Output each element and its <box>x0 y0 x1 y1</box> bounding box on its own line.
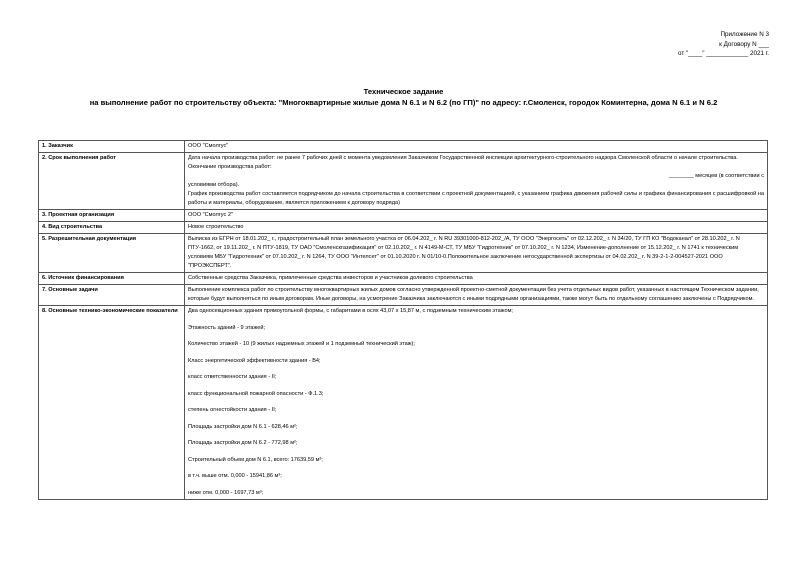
value-text: Класс энергетической эффективности здания - В4; <box>188 357 321 364</box>
row-label: 3. Проектная организация <box>39 210 185 222</box>
table-row <box>39 210 768 222</box>
value-text: класс функциональной пожарной опасности - Ф.1.3; <box>188 390 324 397</box>
value-text: Площадь застройки дом N 6.1 - 628,46 м²; <box>188 423 298 430</box>
row-label: 2. Срок выполнения работ <box>39 153 185 210</box>
row-label: 1. Заказчик <box>39 141 185 153</box>
value-text: Окончание производства работ: <box>188 164 272 170</box>
value-text: ниже отм. 0,000 - 1697,73 м³; <box>188 489 264 496</box>
value-text: ООО "Смолгус 2" <box>188 212 233 218</box>
row-value <box>185 234 768 273</box>
value-text: в т.ч. выше отм. 0,000 - 15941,86 м³; <box>188 473 282 479</box>
row-value <box>185 306 768 500</box>
row-value <box>185 153 768 210</box>
value-text: Выполнение комплекса работ по строительству многоквартирных жилых домов согласно утвержденной проектно-сметной документации без учета отдельных видов работ, указанных в настоящем Техническом задании, которые будут выполняться по иным договорам. Иные договоры, на усмотрение Заказчика заключаются с иными подрядными организациями, также могут быть по отдельному соглашению заключены с Подрядчиком. <box>188 287 759 302</box>
appendix-header <box>678 30 769 59</box>
title-line-1: Техническое задание <box>363 87 444 96</box>
row-label: 6. Источник финансирования <box>39 273 185 285</box>
value-text: Два односекционных здания прямоугольной формы, с габаритами в осях 43,07 х 15,87 м, с подземным техническим этажом; <box>188 308 513 314</box>
row-value <box>185 222 768 234</box>
value-text: Количество этажей - 10 (9 жилых надземных этажей и 1 подземный технический этаж); <box>188 341 415 347</box>
value-text: Собственные средства Заказчика, привлеченные средства инвесторов и участников долевого строительства <box>188 275 473 281</box>
contract-date: от "____" ____________ 2021 г. <box>677 50 769 58</box>
table-row <box>39 222 768 234</box>
row-value <box>185 210 768 222</box>
table-row <box>39 273 768 285</box>
table-row <box>39 234 768 273</box>
value-text: График производства работ составляется подрядчиком до начала строительства в соответствии с проектной документацией, с указанием графика движения рабочей силы и графика финансирования с расшифровкой на работы и материалы, оборудование, является приложением к договору подряда) <box>188 191 764 206</box>
spec-table <box>38 140 768 500</box>
row-value <box>185 273 768 285</box>
table-row <box>39 141 768 153</box>
row-label: 8. Основные технико-экономические показатели <box>39 306 185 500</box>
value-text: степень огнестойкости здания - II; <box>188 407 277 413</box>
appendix-number: Приложение N 3 <box>720 31 769 38</box>
value-text: Этажность зданий - 9 этажей; <box>188 324 266 331</box>
value-text: Площадь застройки дом N 6.2 - 772,98 м²; <box>188 440 298 446</box>
row-value <box>185 285 768 306</box>
contract-reference: к Договору N ___ <box>719 40 769 48</box>
row-label: 7. Основные задачи <box>39 285 185 306</box>
value-text: ООО "Смолгус" <box>188 143 229 149</box>
document-title <box>0 87 807 108</box>
row-label: 4. Вид строительства <box>39 222 185 234</box>
row-label: 5. Разрешительная документация <box>39 234 185 273</box>
value-text: Дата начала производства работ: не ранее 7 рабочих дней с момента уведомления Заказчиком Государственной инспекции архитектурного-строительного надзора Смоленской области о начале строительства. <box>188 155 738 161</box>
table-row <box>39 306 768 500</box>
value-text: класс ответственности здания - II; <box>188 374 277 380</box>
value-text: Выписка из ЕГРН от 18.01.202_ г., градостроительный план земельного участка от 06.04.202_ г. N RU 39301000-812-202_/А, ТУ ООО "Энергосеть" от 02.12.202_ г. N 34/20, ТУ ГП КО "Водоканал" от 28.10.202_ г. N ПТУ-1662, от 19.11.202_ г. N ПТУ-1819, ТУ ОАО "Смоленскгазификация" от 02.10.202_ г. N 4149-М-СТ, ТУ МБУ "Гидротехник" от 07.10.202_ г. N 1234, Изменение-дополнение от 15.12.202_ г. N 1741 к техническим условиям МБУ "Гидротехник" от 07.10.202_ г. N 1264, ТУ ООО "Интелсет" от 01.10.2020 г. N 01/10-0.Положительное заключение негосударственной экспертизы от 04.02.202_ г. N 39-2-1-2-004527-2021 ООО "ПРОЭКСПЕРТ". <box>188 236 740 269</box>
value-text: Строительный объем дом N 6.1, всего: 17639,59 м³; <box>188 456 323 463</box>
row-value <box>185 141 768 153</box>
table-row <box>39 285 768 306</box>
value-text: условиями отбора). <box>188 182 240 188</box>
value-text: Новое строительство <box>188 224 244 230</box>
table-row <box>39 153 768 210</box>
title-line-2: на выполнение работ по строительству объекта: "Многоквартирные жилые дома N 6.1 и N 6.2 (по ГП)" по адресу: г.Смоленск, городок Коминтерна, дома N 6.1 и N 6.2 <box>89 97 718 107</box>
value-text: ________ месяцев (в соответствии с <box>668 173 764 179</box>
